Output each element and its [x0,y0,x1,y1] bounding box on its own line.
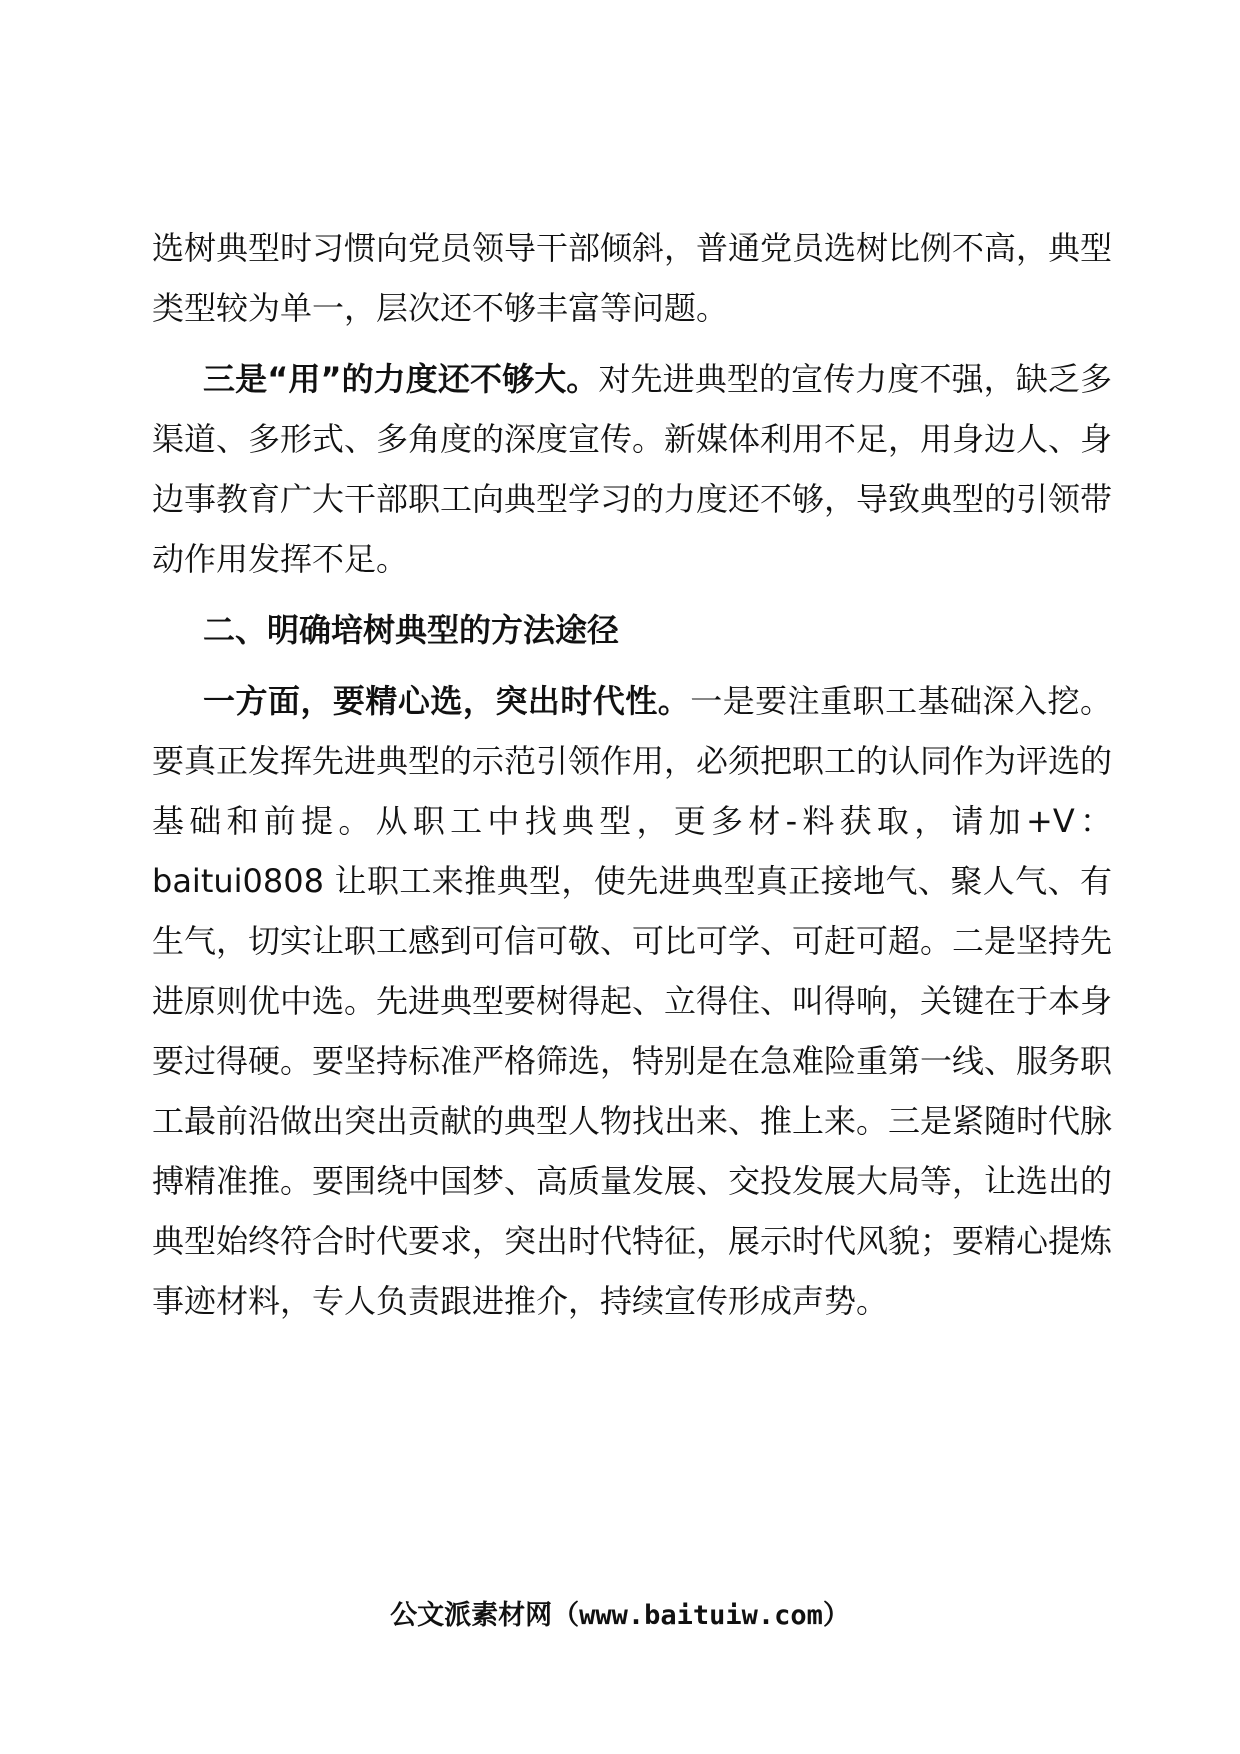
footer-site-link[interactable]: www.baituiw.com [579,1600,823,1631]
footer-close: ） [822,1600,850,1631]
page-footer [0,1596,1240,1636]
paragraph-text: 一是要注重职工基础深入挖。要真正发挥先进典型的示范引领作用，必须把职工的认同作为评选的基础和前提。从职工中找典型，更多材-料获取，请加+V：baitui0808 让职工来推典型，使先进典型真正接地气、聚人气、有生气，切实让职工感到可信可敬、可比可学、可赶可超。二是坚持先进原则优中选。先进典型要树得起、立得住、叫得响，关键在于本身要过得硬。要坚持标准严格筛选，特别是在急难险重第一线、服务职工最前沿做出突出贡献的典型人物找出来、推上来。三是紧随时代脉搏精准推。要围绕中国梦、高质量发展、交投发展大局等，让选出的典型始终符合时代要求，突出时代特征，展示时代风貌；要精心提炼事迹材料，专人负责跟进推介，持续宣传形成声势。 [152,682,1113,1320]
paragraph-careful-selection [152,671,1112,1331]
document-body [152,218,1112,1342]
paragraph-text: 对先进典型的宣传力度不强，缺乏多渠道、多形式、多角度的深度宣传。新媒体利用不足，用身边人、身边事教育广大干部职工向典型学习的力度还不够，导致典型的引领带动作用发挥不足。 [152,360,1113,578]
paragraph-continuation [152,218,1112,338]
paragraph-text: 选树典型时习惯向党员领导干部倾斜，普通党员选树比例不高，典型类型较为单一，层次还不够丰富等问题。 [152,229,1113,327]
section-heading-text: 二、明确培树典型的方法途径 [203,611,620,649]
paragraph-lead: 一方面，要精心选，突出时代性。 [203,682,691,720]
paragraph-usage-strength [152,349,1112,589]
paragraph-lead: 三是“用”的力度还不够大。 [203,360,599,398]
footer-brand: 公文派素材网（ [390,1600,580,1631]
section-heading [152,600,1112,660]
